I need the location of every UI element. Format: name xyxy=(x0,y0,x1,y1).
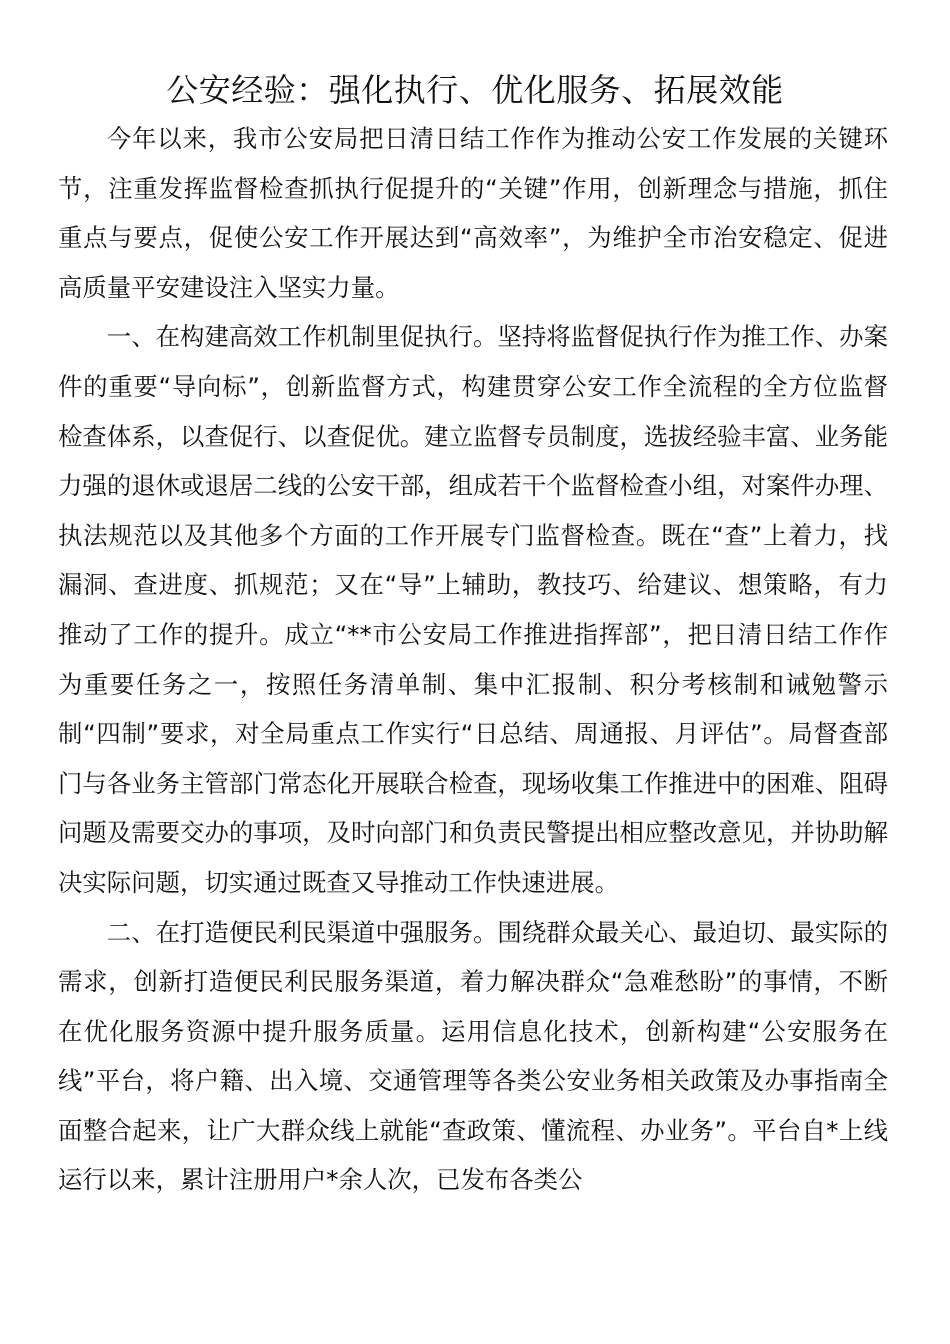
paragraph-section-one: 一、在构建高效工作机制里促执行。坚持将监督促执行作为推工作、办案件的重要“导向标”，创新监督方式，构建贯穿公安工作全流程的全方位监督检查体系，以查促行、以查促优。建立监督专员制度，选拔经验丰富、业务能力强的退休或退居二线的公安干部，组成若干个监督检查小组，对案件办理、执法规范以及其他多个方面的工作开展专门监督检查。既在“查”上着力，找漏洞、查进度、抓规范；又在“导”上辅助，教技巧、给建议、想策略，有力推动了工作的提升。成立“**市公安局工作推进指挥部”，把日清日结工作作为重要任务之一，按照任务清单制、集中汇报制、积分考核制和诫勉警示制“四制”要求，对全局重点工作实行“日总结、周通报、月评估”。局督查部门与各业务主管部门常态化开展联合检查，现场收集工作推进中的困难、阻碍问题及需要交办的事项，及时向部门和负责民警提出相应整改意见，并协助解决实际问题，切实通过既查又导推动工作快速进展。 xyxy=(58,322,888,897)
paragraph-section-two: 二、在打造便民利民渠道中强服务。围绕群众最关心、最迫切、最实际的需求，创新打造便民利民服务渠道，着力解决群众“急难愁盼”的事情，不断在优化服务资源中提升服务质量。运用信息化技术，创新构建“公安服务在线”平台，将户籍、出入境、交通管理等各类公安业务相关政策及办事指南全面整合起来，让广大群众线上就能“查政策、懂流程、办业务”。平台自*上线运行以来，累计注册用户*余人次，已发布各类公 xyxy=(58,917,888,1195)
paragraph-intro: 今年以来，我市公安局把日清日结工作作为推动公安工作发展的关键环节，注重发挥监督检查抓执行促提升的“关键”作用，创新理念与措施，抓住重点与要点，促使公安工作开展达到“高效率”，为维护全市治安稳定、促进高质量平安建设注入坚实力量。 xyxy=(58,124,888,302)
page-title: 公安经验：强化执行、优化服务、拓展效能 xyxy=(166,71,784,109)
document-body xyxy=(58,114,888,1205)
